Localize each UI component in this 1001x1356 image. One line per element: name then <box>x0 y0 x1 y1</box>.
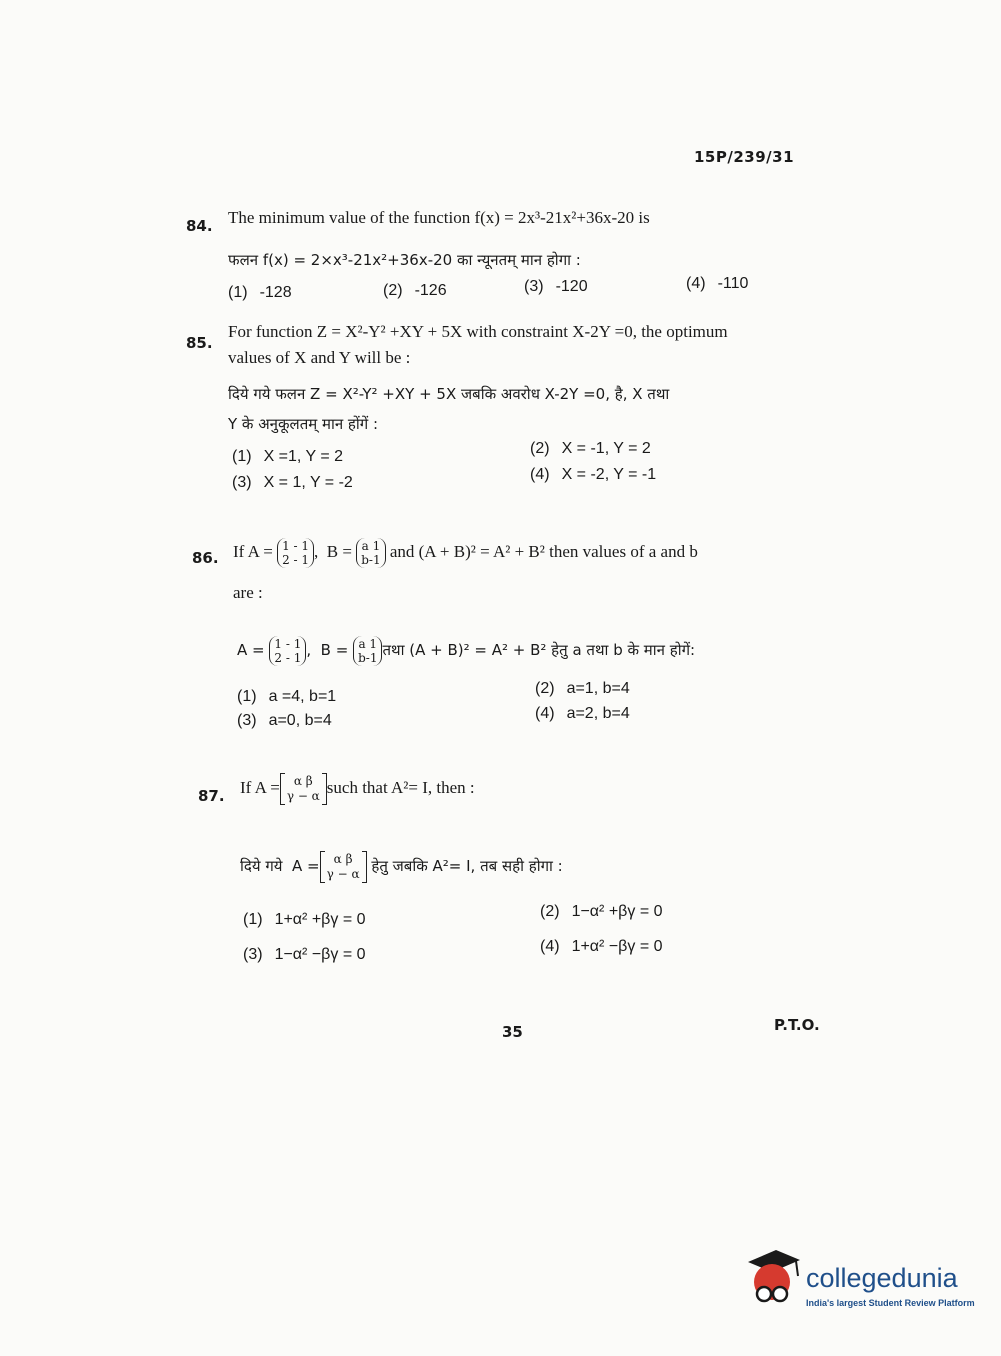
option-3: (3) a=0, b=4 <box>237 712 332 729</box>
option-3: (3) -120 <box>524 278 588 295</box>
option-3: (3) 1−α² −βγ = 0 <box>243 946 366 963</box>
question-text-hi: फलन f(x) = 2×x³-21x²+36x-20 का न्यूनतम् मान होगा : <box>228 251 581 269</box>
question-text-hi: दिये गये A = α β γ − α हेतु जबकि A²= I, तब सही होगा : <box>240 851 563 881</box>
watermark-brand: collegedunia <box>806 1263 958 1293</box>
matrix-a: α β γ − α <box>280 773 327 805</box>
question-text-hi: A = 1 - 1 2 - 1 , B = a 1 b-1 तथा (A + B)² = A² + B² हेतु a तथा b के मान होगें: <box>237 636 696 665</box>
page-number: 35 <box>502 1023 523 1041</box>
option-1: (1) -128 <box>228 284 292 301</box>
option-4: (4) a=2, b=4 <box>535 705 630 722</box>
option-2: (2) a=1, b=4 <box>535 680 630 697</box>
question-number: 84. <box>186 217 213 235</box>
matrix-a: α β γ − α <box>320 851 367 883</box>
question-text-hi-line2: Y के अनुकूलतम् मान होंगें : <box>228 415 379 433</box>
question-number: 85. <box>186 334 213 352</box>
question-text-hi-line1: दिये गये फलन Z = X²-Y² +XY + 5X जबकि अवरोध X-2Y =0, है, X तथा <box>228 385 670 403</box>
option-4: (4) -110 <box>686 275 749 292</box>
question-text-en-line2: values of X and Y will be : <box>228 348 411 367</box>
matrix-a: 1 - 1 2 - 1 <box>277 538 314 568</box>
matrix-a: 1 - 1 2 - 1 <box>269 636 306 666</box>
question-text-en: If A = α β γ − α such that A²= I, then : <box>240 774 475 804</box>
question-number: 86. <box>192 549 219 567</box>
option-3: (3) X = 1, Y = -2 <box>232 474 353 491</box>
question-number: 87. <box>198 787 225 805</box>
option-1: (1) a =4, b=1 <box>237 688 337 705</box>
question-text-en-line1: For function Z = X²-Y² +XY + 5X with constraint X-2Y =0, the optimum <box>228 322 728 341</box>
option-1: (1) X =1, Y = 2 <box>232 448 344 465</box>
pto-label: P.T.O. <box>774 1016 820 1034</box>
question-text-en: If A = 1 - 1 2 - 1 , B = a 1 b-1 and (A + B)² = A² + B² then values of a and b <box>233 539 698 568</box>
question-text-en-cont: are : <box>233 583 263 602</box>
option-2: (2) 1−α² +βγ = 0 <box>540 903 663 920</box>
option-1: (1) 1+α² +βγ = 0 <box>243 911 366 928</box>
watermark-tagline: India's largest Student Review Platform <box>806 1298 975 1308</box>
collegedunia-logo-icon <box>742 1248 806 1310</box>
matrix-b: a 1 b-1 <box>356 538 385 568</box>
option-4: (4) 1+α² −βγ = 0 <box>540 938 663 955</box>
matrix-b: a 1 b-1 <box>353 636 382 666</box>
option-2: (2) X = -1, Y = 2 <box>530 440 651 457</box>
question-text-en: The minimum value of the function f(x) = 2x³-21x²+36x-20 is <box>228 208 650 227</box>
paper-code: 15P/239/31 <box>694 148 795 166</box>
option-2: (2) -126 <box>383 282 447 299</box>
option-4: (4) X = -2, Y = -1 <box>530 466 657 483</box>
